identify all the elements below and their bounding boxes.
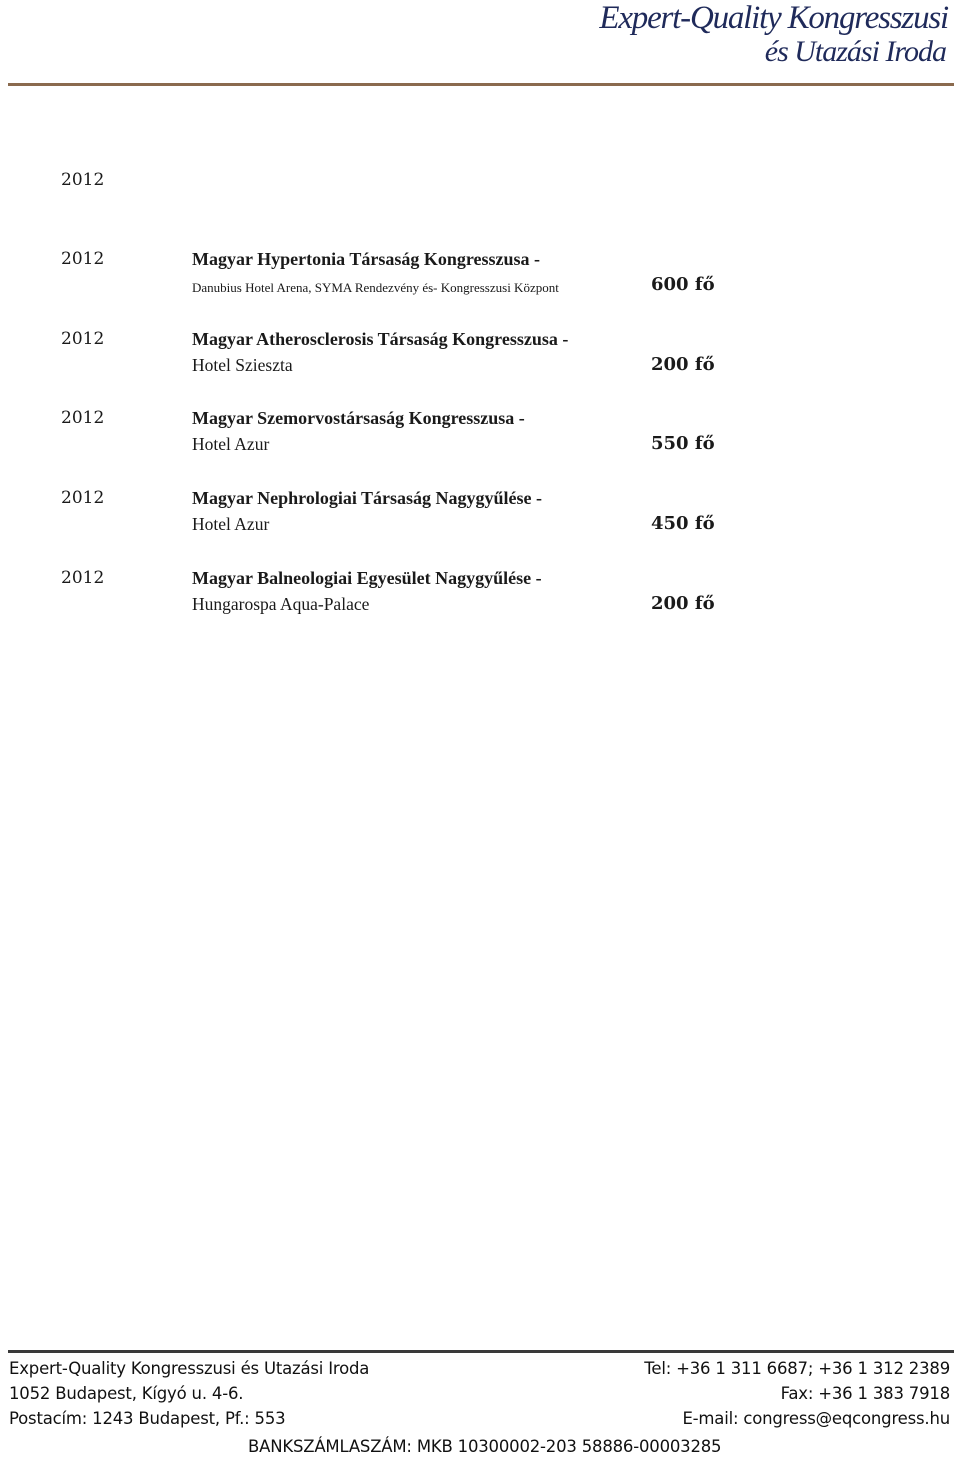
event-attendance: 600 fő bbox=[651, 274, 715, 295]
event-year: 2012 bbox=[61, 329, 105, 349]
event-attendance: 450 fő bbox=[651, 513, 715, 534]
event-entry bbox=[0, 249, 960, 309]
event-venue: Danubius Hotel Arena, SYMA Rendezvény és- Kongresszusi Központ bbox=[192, 280, 559, 295]
logo-line-2: és Utazási Iroda bbox=[764, 35, 946, 68]
event-title: Magyar Atherosclerosis Társaság Kongresszusa - bbox=[192, 329, 569, 349]
event-year: 2012 bbox=[61, 568, 105, 588]
event-title: Magyar Balneologiai Egyesület Nagygyűlése - bbox=[192, 568, 542, 588]
footer-telephone: Tel: +36 1 311 6687; +36 1 312 2389 bbox=[644, 1359, 950, 1378]
event-entry bbox=[0, 488, 960, 548]
event-title: Magyar Szemorvostársaság Kongresszusa - bbox=[192, 408, 525, 428]
event-attendance: 200 fő bbox=[651, 593, 715, 614]
company-logo bbox=[599, 2, 948, 67]
footer-company-name: Expert-Quality Kongresszusi és Utazási Iroda bbox=[9, 1359, 370, 1378]
event-venue: Hotel Azur bbox=[192, 434, 270, 454]
logo-line-1: Expert-Quality Kongresszusi bbox=[599, 0, 948, 36]
footer-divider bbox=[8, 1350, 954, 1353]
event-entry bbox=[0, 568, 960, 628]
footer-email: E-mail: congress@eqcongress.hu bbox=[682, 1409, 950, 1428]
event-venue: Hungarospa Aqua-Palace bbox=[192, 594, 370, 614]
letterhead-footer bbox=[0, 1340, 960, 1462]
header-divider bbox=[8, 83, 954, 86]
event-venue: Hotel Azur bbox=[192, 514, 270, 534]
footer-address: 1052 Budapest, Kígyó u. 4-6. bbox=[9, 1384, 244, 1403]
event-title: Magyar Hypertonia Társaság Kongresszusa - bbox=[192, 249, 541, 269]
letterhead-header bbox=[0, 0, 960, 90]
event-year: 2012 bbox=[61, 488, 105, 508]
event-venue: Hotel Szieszta bbox=[192, 355, 293, 375]
footer-bank-account: BANKSZÁMLASZÁM: MKB 10300002-203 58886-00003285 bbox=[248, 1437, 722, 1456]
event-attendance: 200 fő bbox=[651, 354, 715, 375]
footer-fax: Fax: +36 1 383 7918 bbox=[780, 1384, 950, 1403]
section-year: 2012 bbox=[61, 170, 105, 190]
event-year: 2012 bbox=[61, 249, 105, 269]
event-title: Magyar Nephrologiai Társaság Nagygyűlése - bbox=[192, 488, 542, 508]
event-entry bbox=[0, 329, 960, 389]
event-year: 2012 bbox=[61, 408, 105, 428]
event-entry bbox=[0, 408, 960, 468]
footer-postal-address: Postacím: 1243 Budapest, Pf.: 553 bbox=[9, 1409, 286, 1428]
event-attendance: 550 fő bbox=[651, 433, 715, 454]
